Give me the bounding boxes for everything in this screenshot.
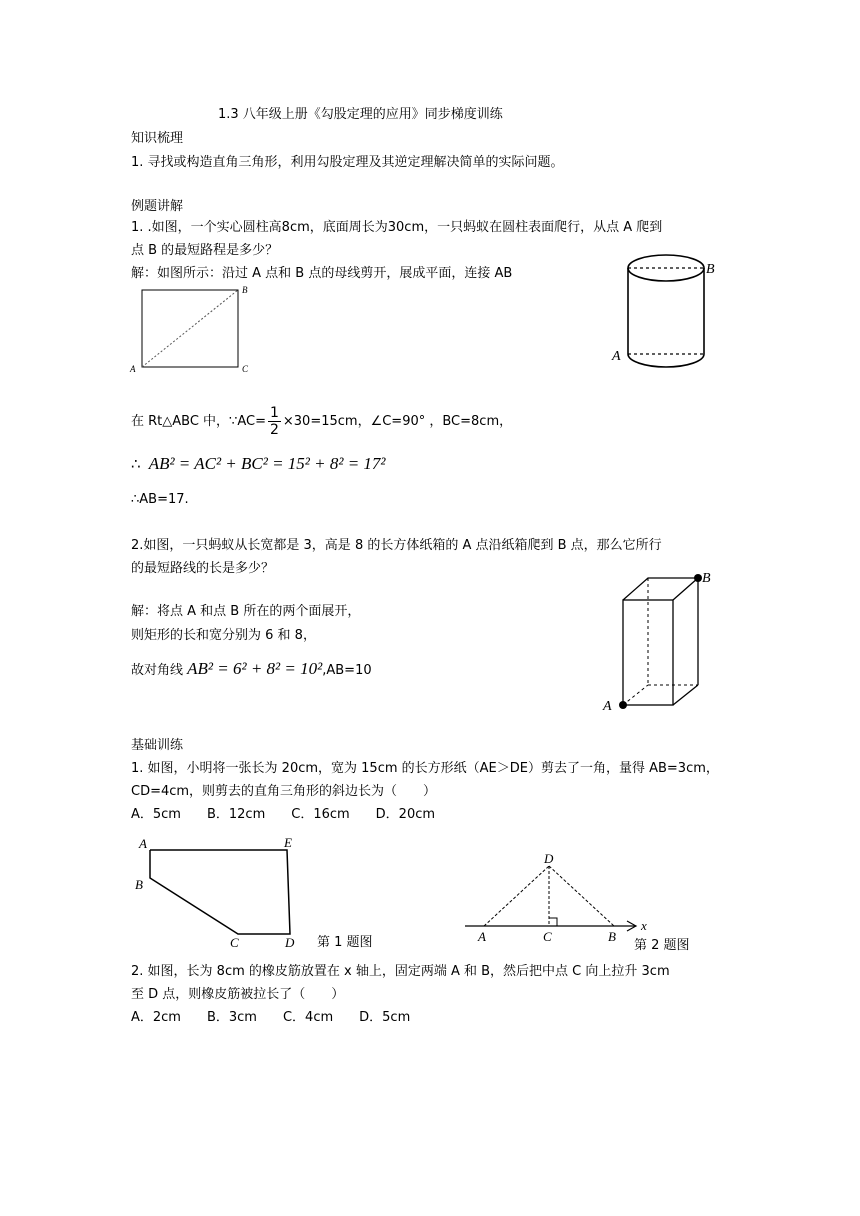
- sol3-equation: AB² = 6² + 8² = 10²: [187, 659, 323, 678]
- cyl-label-a: A: [612, 349, 621, 364]
- question-2-figure-caption: 第 2 题图: [634, 938, 690, 953]
- cyl-label-b: B: [706, 262, 715, 277]
- q2-label-d: D: [544, 851, 554, 866]
- question-2-line2: 至 D 点，则橡皮筋被拉长了（ ）: [131, 987, 345, 1002]
- question-1-line2: CD=4cm，则剪去的直角三角形的斜边长为（ ）: [131, 784, 437, 799]
- segment-db: [549, 866, 614, 926]
- rect-label-b: B: [242, 285, 248, 295]
- segment-ad: [484, 866, 549, 926]
- q1-label-d: D: [285, 935, 295, 950]
- therefore-symbol: ∴: [131, 455, 141, 473]
- section-heading-basic: 基础训练: [131, 738, 184, 753]
- q1-label-e: E: [284, 835, 292, 850]
- example-1-solution: 解：如图所示：沿过 A 点和 B 点的母线剪开，展成平面，连接 AB: [131, 266, 513, 281]
- box-label-a: A: [603, 699, 612, 714]
- example-2-solution-line1: 解：将点 A 和点 B 所在的两个面展开，: [131, 604, 361, 619]
- fraction-numerator: 1: [269, 405, 279, 421]
- section-heading-knowledge: 知识梳理: [131, 131, 184, 146]
- q2-label-a: A: [478, 929, 486, 944]
- question-1-options: A．5cm B．12cm C．16cm D．20cm: [131, 807, 436, 822]
- right-angle-mark: [549, 918, 557, 926]
- pythagoras-equation: AB² = AC² + BC² = 15² + 8² = 17²: [148, 454, 386, 473]
- q1-label-c: C: [230, 935, 239, 950]
- q2-label-x: x: [641, 918, 647, 933]
- q2-label-b: B: [608, 929, 616, 944]
- question-1-line1: 1. 如图，小明将一张长为 20cm，宽为 15cm 的长方形纸（AE＞DE）剪去了一角，量得 AB=3cm，: [131, 761, 719, 776]
- question-2-line1: 2. 如图，长为 8cm 的橡皮筋放置在 x 轴上，固定两端 A 和 B，然后把中点 C 向上拉升 3cm: [131, 964, 670, 979]
- section-heading-examples: 例题讲解: [131, 199, 184, 214]
- rect-label-a: A: [130, 364, 136, 374]
- knowledge-item-1: 1. 寻找或构造直角三角形，利用勾股定理及其逆定理解决简单的实际问题。: [131, 155, 564, 170]
- box-label-b: B: [702, 571, 711, 586]
- q2-label-c: C: [543, 929, 552, 944]
- page-title: 1.3 八年级上册《勾股定理的应用》同步梯度训练: [218, 107, 503, 122]
- example-2-solution-line2: 则矩形的长和宽分别为 6 和 8，: [131, 628, 316, 643]
- example-2-question-line1: 2.如图，一只蚂蚁从长宽都是 3，高是 8 的长方体纸箱的 A 点沿纸箱爬到 B 点，那么它所行: [131, 538, 662, 553]
- example-2-question-line2: 的最短路线的长是多少？: [131, 561, 275, 576]
- fraction-denominator: 2: [269, 422, 279, 438]
- question-2-options: A．2cm B．3cm C．4cm D．5cm: [131, 1010, 411, 1025]
- q1-label-b: B: [135, 877, 143, 892]
- sol3-suffix: ,AB=10: [322, 663, 372, 678]
- question-1-figure-caption: 第 1 题图: [317, 935, 373, 950]
- sol3-prefix: 故对角线: [131, 663, 184, 678]
- calc-suffix: ×30=15cm，∠C=90° ，BC=8cm，: [282, 414, 513, 429]
- example-1-question-line1: 1. .如图，一个实心圆柱高8cm，底面周长为30cm，一只蚂蚁在圆柱表面爬行，从点 A 爬到: [131, 220, 663, 235]
- example-1-question-line2: 点 B 的最短路程是多少？: [131, 243, 279, 258]
- rect-label-c: C: [242, 364, 249, 374]
- q1-label-a: A: [139, 836, 147, 851]
- calc-prefix: 在 Rt△ABC 中，∵AC=: [131, 414, 266, 429]
- example-1-result: ∴AB=17.: [131, 492, 189, 507]
